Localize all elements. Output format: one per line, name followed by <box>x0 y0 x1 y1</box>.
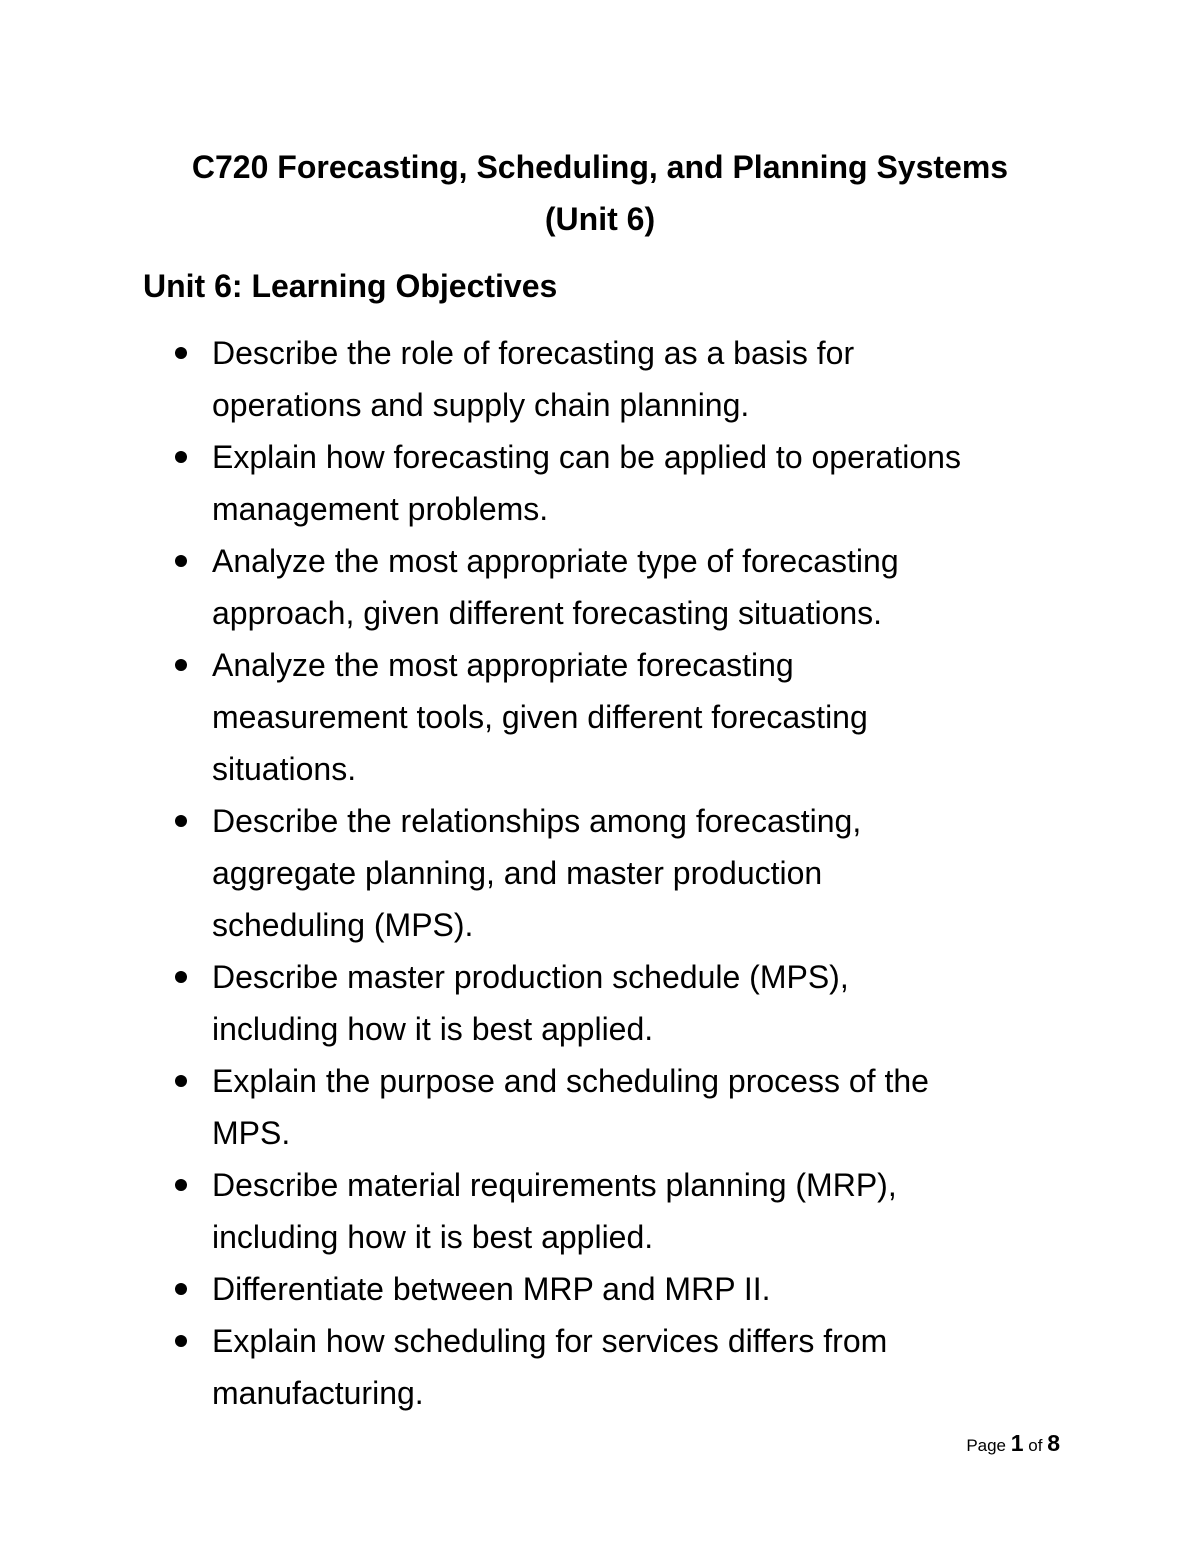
list-item <box>0 327 1200 431</box>
bullet-icon <box>174 431 188 483</box>
learning-objectives-list <box>0 327 1200 1419</box>
current-page-number: 1 <box>1010 1430 1024 1456</box>
list-item <box>0 1315 1200 1419</box>
bullet-icon <box>174 1159 188 1211</box>
list-item <box>0 795 1200 951</box>
list-item <box>0 1055 1200 1159</box>
bullet-icon <box>174 795 188 847</box>
document-subtitle: (Unit 6) <box>544 201 656 237</box>
bullet-icon <box>174 1315 188 1367</box>
list-item-text: management problems. <box>212 491 549 527</box>
bullet-icon <box>174 951 188 1003</box>
total-pages-number: 8 <box>1047 1430 1060 1456</box>
list-item-text: Differentiate between MRP and MRP II. <box>212 1271 771 1307</box>
list-item-text: including how it is best applied. <box>212 1219 654 1255</box>
bullet-icon <box>174 535 188 587</box>
list-item <box>0 1263 1200 1315</box>
list-item-text: MPS. <box>212 1115 291 1151</box>
list-item-text: Explain the purpose and scheduling process of the <box>212 1063 929 1099</box>
list-item-text: Analyze the most appropriate type of forecasting <box>212 543 899 579</box>
page-number-footer <box>900 1428 1060 1461</box>
list-item-text: Analyze the most appropriate forecasting <box>212 647 794 683</box>
list-item-text: situations. <box>212 751 357 787</box>
bullet-icon <box>174 1263 188 1315</box>
list-item-text: including how it is best applied. <box>212 1011 654 1047</box>
list-item <box>0 951 1200 1055</box>
list-item <box>0 535 1200 639</box>
list-item-text: Explain how scheduling for services differs from <box>212 1323 888 1359</box>
document-title: C720 Forecasting, Scheduling, and Planning Systems <box>191 149 1009 185</box>
bullet-icon <box>174 1055 188 1107</box>
list-item-text: measurement tools, given different forecasting <box>212 699 868 735</box>
list-item <box>0 431 1200 535</box>
list-item <box>0 639 1200 795</box>
of-label: of <box>1028 1436 1043 1455</box>
section-heading: Unit 6: Learning Objectives <box>143 268 558 304</box>
list-item-text: approach, given different forecasting situations. <box>212 595 883 631</box>
list-item-text: Describe the role of forecasting as a basis for <box>212 335 855 371</box>
list-item-text: aggregate planning, and master production <box>212 855 823 891</box>
list-item-text: Describe the relationships among forecasting, <box>212 803 862 839</box>
bullet-icon <box>174 327 188 379</box>
list-item <box>0 1159 1200 1263</box>
page-label: Page <box>966 1436 1007 1455</box>
bullet-icon <box>174 639 188 691</box>
list-item-text: Explain how forecasting can be applied to operations <box>212 439 961 475</box>
list-item-text: Describe master production schedule (MPS), <box>212 959 849 995</box>
list-item-text: scheduling (MPS). <box>212 907 474 943</box>
list-item-text: operations and supply chain planning. <box>212 387 750 423</box>
list-item-text: manufacturing. <box>212 1375 424 1411</box>
list-item-text: Describe material requirements planning (MRP), <box>212 1167 897 1203</box>
